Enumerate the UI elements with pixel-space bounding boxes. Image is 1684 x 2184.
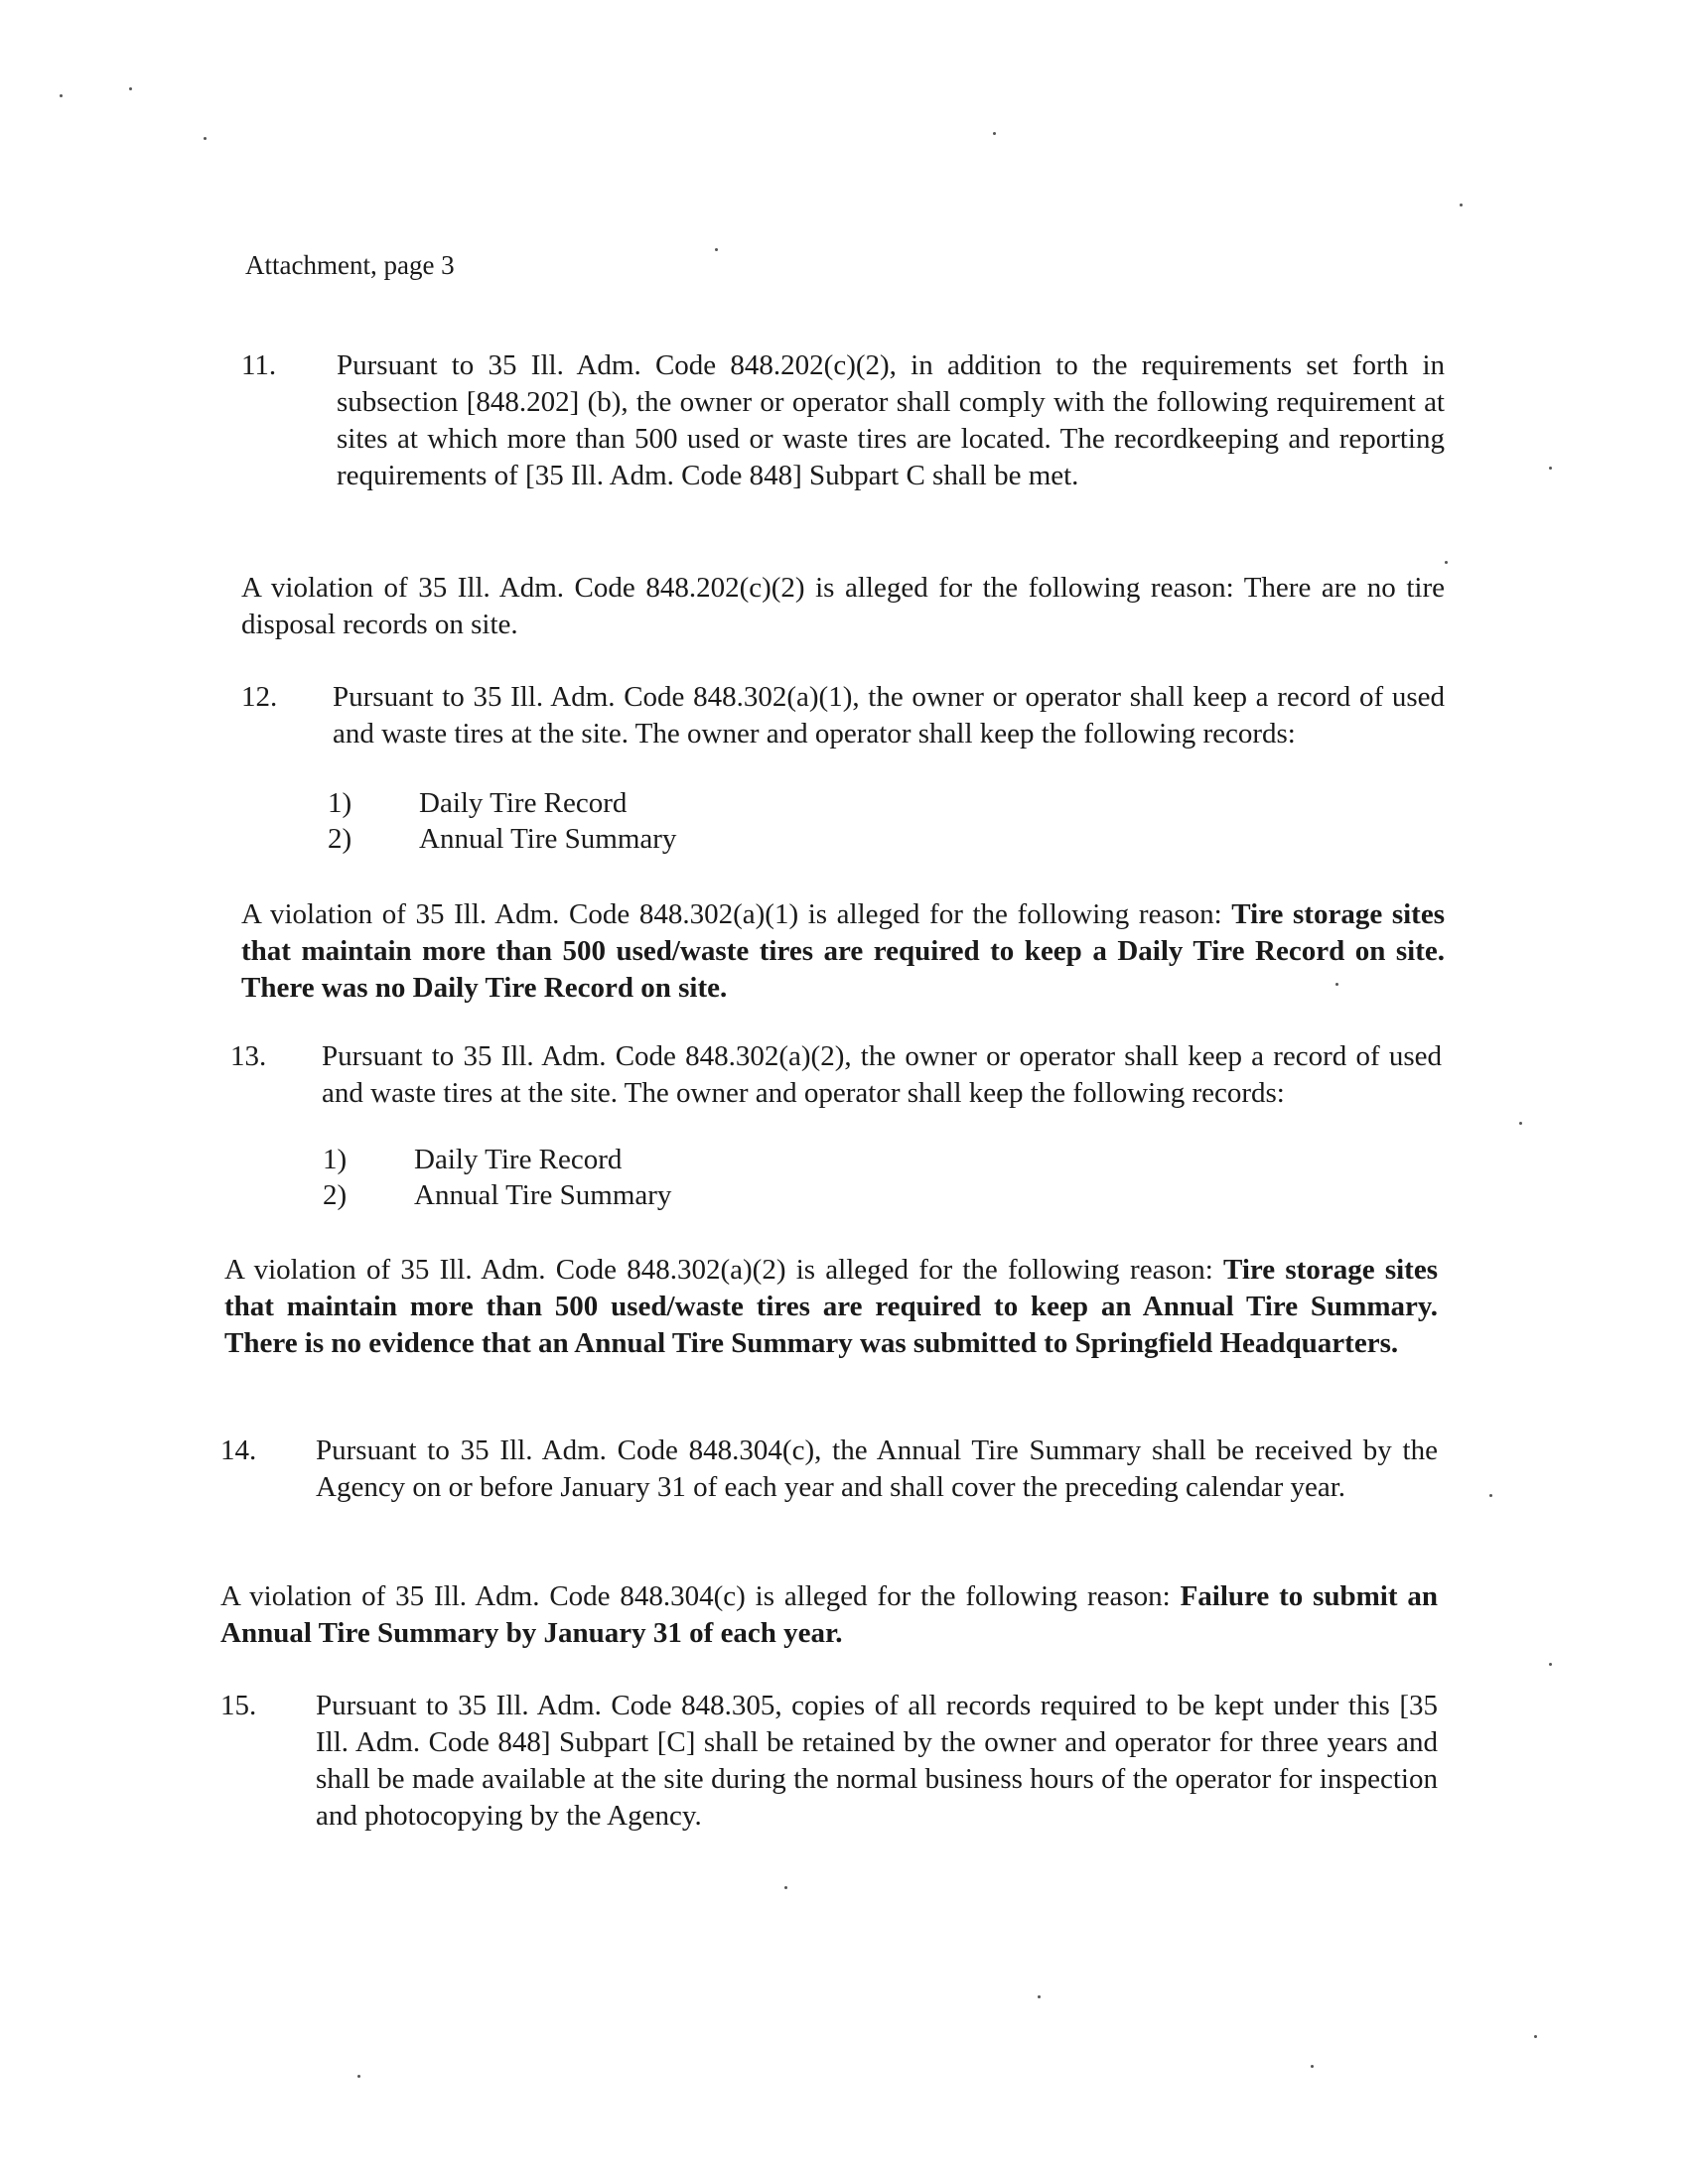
violation-reason: Failure to submit an Annual Tire Summary by January 31 of each year. xyxy=(220,1580,1438,1649)
scan-speck xyxy=(784,1886,787,1889)
item-12-list xyxy=(328,785,824,857)
item-number: 14. xyxy=(220,1434,257,1466)
list-item-number: 1) xyxy=(328,787,352,819)
scan-speck xyxy=(1534,2035,1537,2038)
scan-speck xyxy=(1489,1494,1492,1497)
item-15 xyxy=(220,1688,1438,1846)
item-13-list xyxy=(323,1142,819,1213)
scan-speck xyxy=(1519,1122,1522,1125)
item-number: 11. xyxy=(241,349,277,381)
item-13 xyxy=(230,1038,1442,1118)
item-number: 12. xyxy=(241,681,278,713)
item-text: Pursuant to 35 Ill. Adm. Code 848.304(c), the Annual Tire Summary shall be received by the Agency on or before January 31 of each year and shall cover the preceding calendar year. xyxy=(316,1434,1438,1503)
list-item-label: Daily Tire Record xyxy=(419,787,628,819)
list-item-label: Annual Tire Summary xyxy=(414,1179,672,1211)
scan-speck xyxy=(1460,204,1463,206)
item-12 xyxy=(241,679,1445,758)
list-item xyxy=(328,785,824,821)
violation-intro: A violation of 35 Ill. Adm. Code 848.302(a)(2) is alleged for the following reason: xyxy=(224,1254,1213,1286)
item-number: 13. xyxy=(230,1040,267,1072)
violation-11 xyxy=(241,570,1445,643)
list-item xyxy=(328,821,824,857)
list-item xyxy=(323,1142,819,1177)
scan-speck xyxy=(1311,2065,1314,2068)
item-text: Pursuant to 35 Ill. Adm. Code 848.305, copies of all records required to be kept under this [35 Ill. Adm. Code 848] Subpart [C] shall be retained by the owner and operator for three years and shall be made available at the site during the normal business hours of the operator for inspection and photocopying by the Agency. xyxy=(316,1690,1438,1832)
violation-14 xyxy=(220,1578,1438,1652)
item-text: Pursuant to 35 Ill. Adm. Code 848.202(c)(2), in addition to the requirements set forth in subsection [848.202] (b), the owner or operator shall comply with the following requirement at sites at which more than 500 used or waste tires are located. The recordkeeping and reporting requirements of [35 Ill. Adm. Code 848] Subpart C shall be met. xyxy=(337,349,1445,491)
violation-12 xyxy=(241,896,1445,1007)
item-number: 15. xyxy=(220,1690,257,1721)
violation-13 xyxy=(224,1252,1438,1362)
scan-speck xyxy=(715,248,718,251)
page-header: Attachment, page 3 xyxy=(245,250,455,280)
list-item-label: Annual Tire Summary xyxy=(419,823,677,855)
list-item xyxy=(323,1177,819,1213)
scan-speck xyxy=(1445,561,1448,564)
scan-speck xyxy=(1335,983,1338,986)
scan-speck xyxy=(993,132,996,135)
list-item-label: Daily Tire Record xyxy=(414,1144,623,1175)
item-text: Pursuant to 35 Ill. Adm. Code 848.302(a)(1), the owner or operator shall keep a record of used and waste tires at the site. The owner and operator shall keep the following records: xyxy=(333,681,1445,750)
scan-speck xyxy=(204,137,207,140)
list-item-number: 2) xyxy=(328,823,352,855)
violation-intro: A violation of 35 Ill. Adm. Code 848.202(c)(2) is alleged for the following reason: There are no tire disposal records on site. xyxy=(241,572,1445,640)
violation-reason: Tire storage sites that maintain more than 500 used/waste tires are required to keep a Daily Tire Record on site. There was no Daily Tire Record on site. xyxy=(241,898,1445,1004)
list-item-number: 1) xyxy=(323,1144,348,1175)
violation-reason: Tire storage sites that maintain more than 500 used/waste tires are required to keep an Annual Tire Summary. There is no evidence that an Annual Tire Summary was submitted to Springfield Headquarters. xyxy=(224,1254,1438,1359)
scan-speck xyxy=(357,2075,360,2078)
scan-speck xyxy=(1549,1663,1552,1666)
scan-speck xyxy=(1038,1995,1041,1998)
item-text: Pursuant to 35 Ill. Adm. Code 848.302(a)(2), the owner or operator shall keep a record of used and waste tires at the site. The owner and operator shall keep the following records: xyxy=(322,1040,1442,1109)
scan-speck xyxy=(1549,467,1552,470)
violation-intro: A violation of 35 Ill. Adm. Code 848.302(a)(1) is alleged for the following reason: xyxy=(241,898,1222,930)
scan-speck xyxy=(60,94,63,97)
list-item-number: 2) xyxy=(323,1179,348,1211)
item-14 xyxy=(220,1433,1438,1552)
item-11 xyxy=(241,347,1445,546)
scan-speck xyxy=(129,87,132,90)
violation-intro: A violation of 35 Ill. Adm. Code 848.304(c) is alleged for the following reason: xyxy=(220,1580,1171,1612)
